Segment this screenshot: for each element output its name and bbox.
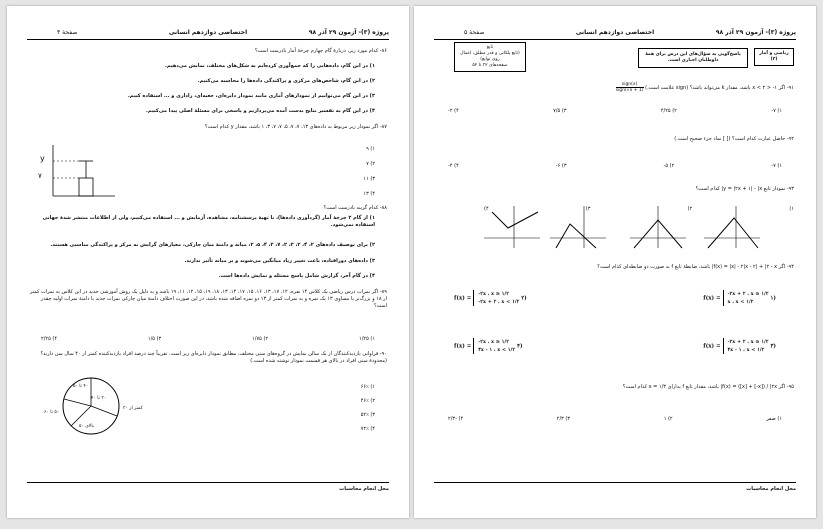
exam-page-5: [414, 6, 816, 518]
q91-fraction-num: sign(x): [616, 82, 644, 88]
q92-option-3[interactable]: ۳) ۶-: [555, 163, 567, 169]
question-94: ۹۴- اگر f(x) = |x| - ۲|x - ۲| + |۲ - x| باشد، ضابطهٔ تابع f به صورت دو ضابطه‌ای کدام است؟: [597, 264, 794, 270]
exam-subject: اختصاصی دوازدهم انسانی: [575, 29, 655, 36]
q91-option-1[interactable]: ۱) ۷-: [771, 108, 782, 114]
q91-option-2[interactable]: ۲) ۴/۲۵: [660, 108, 677, 114]
page-number: صفحهٔ ۴: [57, 29, 78, 36]
q93-options: [484, 206, 794, 212]
q89-option-4[interactable]: ۴) ۲/۲۵: [41, 336, 58, 342]
question-87: ۸۷- اگر نمودار زیر مربوط به داده‌های ۱۳، ۷، ۷، ۵، ۷، ۷، ۳، ۱ باشد، مقدار y کدام است؟: [204, 124, 387, 130]
q87-option-1[interactable]: ۱) ۹: [366, 146, 375, 152]
q88-option-3[interactable]: ۳) داده‌های دورافتاده، باعث تغییر زیاد میانگین می‌شوند و بر میانه تأثیر ندارند.: [184, 258, 375, 264]
q91-text: ۹۱- اگر ۱- < x < ۲ باشد، مقدار k می‌تواند باشد؟ (sign علامت است.): [645, 85, 794, 91]
question-91: [436, 82, 794, 93]
q88-option-1[interactable]: ۱) از گام ۲ چرخهٔ آمار (گردآوری داده‌ها)، با تهیهٔ پرسشنامه، مشاهده، آزمایش و ... استفاده می‌کنیم، ولی از اطلاعات منتشر شدهٔ جهانی استفاده نمی‌شود.: [42, 215, 375, 228]
q88-option-2[interactable]: ۲) برای توصیف داده‌های ۲، ۴، ۲، ۳، ۲، ۷، ۲، ۴، ۵، ۲، میانه و دامنهٔ میان چارکی، معیارهای گرایش به مرکز و پراکندگی مناسبی هستند.: [50, 242, 375, 248]
q91-option-3[interactable]: ۳) ۷/۵: [553, 108, 567, 114]
q90-option-2[interactable]: ۲) ۴۶٪: [360, 398, 375, 404]
page-footer: محل انجام محاسبات: [434, 482, 796, 492]
q87-option-3[interactable]: ۳) ۱۱: [363, 176, 375, 182]
q92-option-2[interactable]: ۲) ۵-: [663, 163, 675, 169]
q93-option-1[interactable]: ۱): [789, 206, 794, 212]
q88-option-4[interactable]: ۴) در گام آخر، گزارش شامل پاسخ مسئله و نمایش داده‌ها است.: [218, 273, 375, 279]
q94-opt1-row2: x ، x < ۱/۲: [727, 299, 754, 305]
page-number: صفحهٔ ۵: [464, 29, 485, 36]
question-88: ۸۸- کدام گزینه نادرست است؟: [323, 205, 387, 211]
q87-option-4[interactable]: ۴) ۱۳: [363, 191, 375, 197]
q86-option-4[interactable]: ۴) در این گام به تفسیر نتایج بدست آمده می‌پردازیم و پاسخی برای مسئلهٔ اصلی پیدا می‌کنیم.: [146, 108, 375, 114]
q90-option-4[interactable]: ۴) ۷۲٪: [360, 426, 375, 432]
info-line-3: صفحه‌های ۳۲ تا ۵۲: [472, 63, 508, 68]
q86-option-2[interactable]: ۲) در این گام، شاخص‌های مرکزی و پراکندگی داده‌ها را محاسبه می‌کنیم.: [197, 78, 375, 84]
q90-option-1[interactable]: ۱) ۶۶٪: [360, 384, 375, 390]
pie-label-5: ۵۰ تا ۶۰: [44, 410, 60, 415]
q94-opt2-num: ۲): [521, 295, 527, 302]
q94-f-label: f(x) =: [454, 295, 472, 302]
q95-options: [448, 416, 782, 422]
q94-opt4-row1: -۲x ، x ≥ ۱/۲: [478, 339, 509, 345]
question-93: ۹۳- نمودار تابع y = |۲x + ۱| - |x| کدام است؟: [695, 186, 794, 192]
q94-option-1[interactable]: [703, 290, 776, 306]
exam-subject: اختصاصی دوازدهم انسانی: [168, 29, 248, 36]
exam-title: پروژه (۳)- آزمون ۲۹ آذر ۹۸: [715, 29, 796, 36]
q94-opt3-num: ۳): [770, 343, 776, 350]
q94-opt1-num: ۱): [770, 295, 776, 302]
page-footer: محل انجام محاسبات: [27, 482, 389, 492]
info-box: [454, 42, 526, 72]
q95-option-1[interactable]: ۱) صفر: [766, 416, 782, 422]
q94-opt2-row1: -۲x ، x ≥ ۱/۲: [478, 291, 509, 297]
q94-f-label: f(x) =: [703, 295, 721, 302]
info-line-1: تابع: [486, 45, 494, 50]
q94-option-2[interactable]: [454, 290, 527, 306]
question-90: ۹۰- فراوانی بازدیدکنندگان از یک سالن نمایش در گروه‌های سنی مختلف، مطابق نمودار دایره‌ای زیر است. تقریباً چند درصد افراد بازدیدکننده کمتر از ۴۰ سال سن دارند؟ (محدودهٔ سنی افراد در بالای هر قسمت نمودار نوشته شده است.): [40, 351, 387, 364]
question-86: ۸۶- کدام مورد زیر، دربارهٔ گام چهارم چرخهٔ آمار نادرست است؟: [254, 48, 387, 54]
info-line-2: (تابع پلکانی و قدر مطلق، اعمال روی توابع): [460, 51, 520, 62]
q95-option-4[interactable]: ۴) -۲/۳: [448, 416, 464, 422]
q87-graph: [43, 141, 123, 201]
q89-option-3[interactable]: ۳) ۱/۵: [147, 336, 162, 342]
q94-opt4-row2: ۴x - ۱ ، x < ۱/۲: [478, 347, 516, 353]
q93-option-2[interactable]: ۲): [687, 206, 693, 212]
pie-label-1: ۴۰ تا ۵۰: [73, 384, 89, 389]
q94-opt4-num: ۴): [517, 343, 523, 350]
q91-fraction-den: sign(√x + 1): [615, 88, 644, 93]
question-95: ۹۵- اگر f(x) = ([x] + [-x]) / |۲x| باشد، مقدار تابع f به‌ازای x = ۱/۳ کدام است؟: [622, 384, 794, 390]
q86-option-3[interactable]: ۳) در این گام می‌توانیم از نمودارهای آماری مانند نمودار دایره‌ای، جعبه‌ای، راداری و ... استفاده کنیم.: [127, 93, 375, 99]
exam-page-4: [7, 6, 409, 518]
q91-option-4[interactable]: ۴) ۲-: [448, 108, 459, 114]
question-89: ۸۹- اگر نمرات درس ریاضی یک کلاس ۱۴ نفره، ۱۲، ۱۷، ۱۳، ۱۶، ۱۵، ۱۷، ۱۴، ۱۳، ۱۸، ۱۹، ۱۵، ۱۲، ۱۱، ۱۹ باشد و به دلیل یک روش آموزشی جدید در این کلاس به نمرات کمتر از ۱۸ و بزرگ‌تر یا مساوی ۱۳ یک نمره و به نمرات کمتر از ۱۳ دو نمره اضافه شده باشد، در این صورت اختلاف دامنهٔ میان چارکی نمرات جدید با دامنهٔ نمرات اولیه چقدر است؟: [29, 289, 387, 309]
pie-label-3: کمتر از ۳۰: [123, 406, 143, 411]
section-title: ریاضی و آمار (۲): [754, 48, 794, 66]
q95-option-3[interactable]: ۳) ۲/۳: [556, 416, 571, 422]
q94-f-label: f(x) =: [703, 343, 721, 350]
q94-option-3[interactable]: [703, 338, 776, 354]
q89-options: [41, 336, 375, 342]
page-header: [27, 26, 389, 40]
q87-axis-y-label: y: [40, 154, 45, 163]
q89-option-1[interactable]: ۱) ۱/۲۵: [359, 336, 375, 342]
exam-title: پروژه (۳)- آزمون ۲۹ آذر ۹۸: [308, 29, 389, 36]
q92-option-1[interactable]: ۱) ۷-: [771, 163, 782, 169]
q89-option-2[interactable]: ۲) ۱/۷۵: [252, 336, 269, 342]
q94-opt1-row1: -۲x + ۲ ، x ≥ ۱/۲: [727, 291, 769, 297]
instruction-box: پاسخ‌گویی به سؤال‌های این درس برای همهٔ داوطلبان اجباری است.: [638, 48, 748, 68]
q87-option-2[interactable]: ۲) ۷: [366, 161, 375, 167]
q94-opt3-row2: ۴x - ۱ ، x < ۱/۲: [727, 347, 765, 353]
q94-f-label: f(x) =: [454, 343, 472, 350]
q94-opt3-row1: -۲x + ۲ ، x ≥ ۱/۲: [727, 339, 769, 345]
pie-label-4: بالای ۵۰: [79, 424, 94, 429]
q95-option-2[interactable]: ۲) ۱: [663, 416, 673, 422]
question-92: ۹۲- حاصل عبارت کدام است؟ ([ ] نماد جزء صحیح است.): [674, 136, 794, 142]
q91-fraction: [616, 82, 644, 93]
q94-option-4[interactable]: [454, 338, 523, 354]
q91-options: [448, 108, 782, 114]
page-header: [434, 26, 796, 40]
q94-opt2-row2: -۲x + ۲ ، x < ۱/۲: [478, 299, 520, 305]
q92-options: [448, 163, 782, 169]
q87-tick-label: ۷: [38, 172, 42, 180]
q93-option-4[interactable]: ۴): [484, 206, 489, 212]
pie-label-2: ۳۰ تا ۴۰: [91, 396, 107, 401]
q90-option-3[interactable]: ۳) ۵۲٪: [360, 412, 375, 418]
q92-option-4[interactable]: ۴) ۴-: [448, 163, 459, 169]
q86-option-1[interactable]: ۱) در این گام، داده‌هایی را که جمع‌آوری کرده‌ایم به شکل‌های مختلف، نمایش می‌دهیم.: [164, 63, 375, 69]
q93-option-3[interactable]: ۳): [585, 206, 591, 212]
